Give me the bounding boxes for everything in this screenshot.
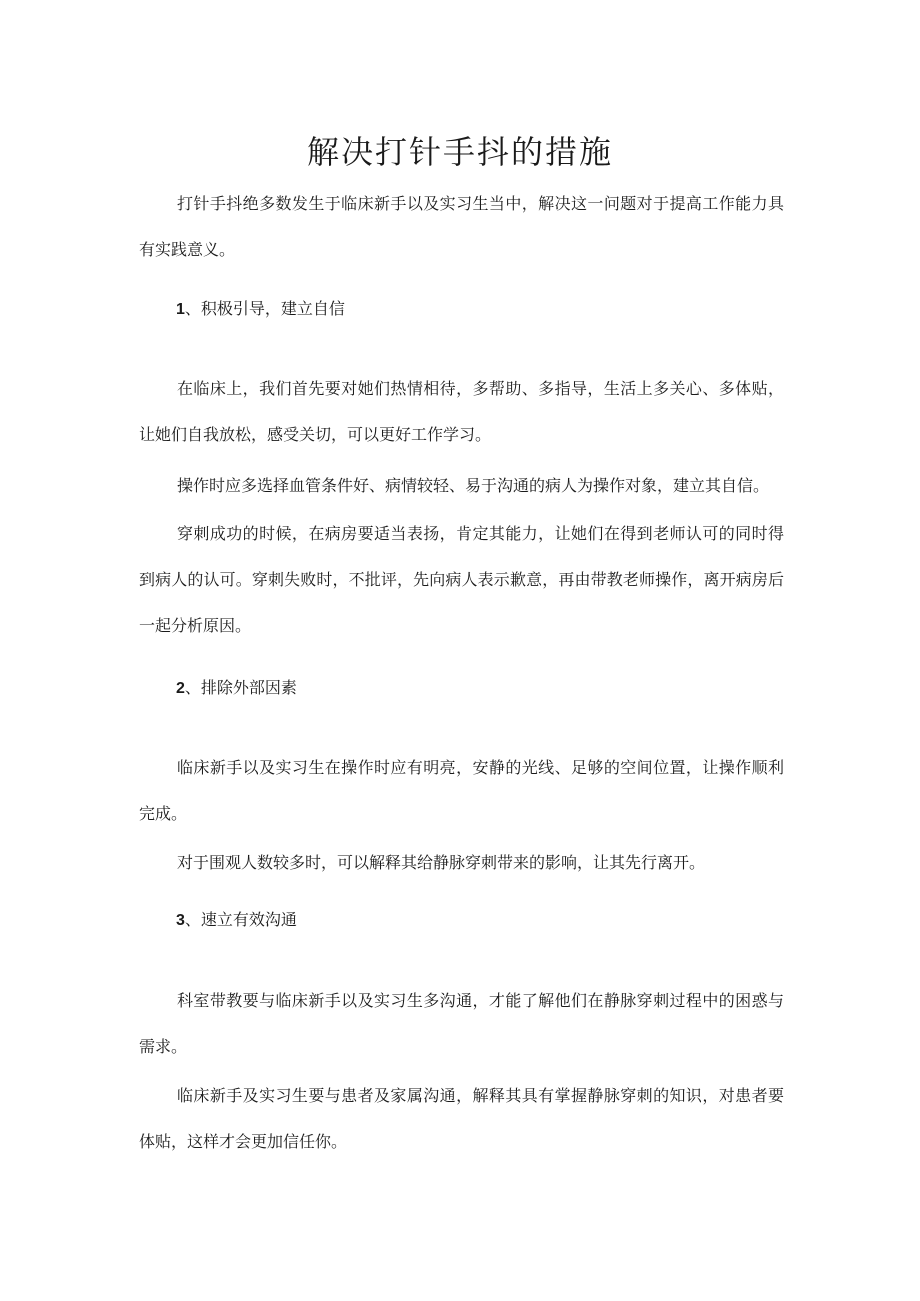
section-heading-text-1: 、积极引导，建立自信 xyxy=(184,299,345,318)
section-heading-1 xyxy=(176,294,345,325)
section-number-2: 2 xyxy=(176,680,185,697)
paragraph: 穿刺成功的时候，在病房要适当表扬，肯定其能力，让她们在得到老师认可的同时得到病人的认可。穿刺失败时，不批评，先向病人表示歉意，再由带教老师操作，离开病房后一起分析原因。 xyxy=(139,524,784,635)
section-heading-2 xyxy=(176,673,297,704)
paragraph: 科室带教要与临床新手以及实习生多沟通，才能了解他们在静脉穿刺过程中的困惑与需求。 xyxy=(139,991,784,1056)
section-heading-text-3: 、速立有效沟通 xyxy=(184,910,297,929)
section-heading-text-2: 、排除外部因素 xyxy=(184,678,297,697)
paragraph: 临床新手及实习生要与患者及家属沟通，解释其具有掌握静脉穿刺的知识，对患者要体贴，这样才会更加信任你。 xyxy=(139,1086,784,1151)
section-number-1: 1 xyxy=(176,301,185,318)
paragraph: 操作时应多选择血管条件好、病情较轻、易于沟通的病人为操作对象，建立其自信。 xyxy=(177,476,770,495)
paragraph: 对于围观人数较多时，可以解释其给静脉穿刺带来的影响，让其先行离开。 xyxy=(177,853,706,872)
document-title: 解决打针手抖的措施 xyxy=(306,133,613,171)
paragraph: 在临床上，我们首先要对她们热情相待，多帮助、多指导，生活上多关心、多体贴，让她们自我放松，感受关切，可以更好工作学习。 xyxy=(139,379,784,444)
section-heading-3 xyxy=(176,905,297,936)
paragraph: 临床新手以及实习生在操作时应有明亮，安静的光线、足够的空间位置，让操作顺利完成。 xyxy=(139,758,784,823)
intro-paragraph: 打针手抖绝多数发生于临床新手以及实习生当中，解决这一问题对于提高工作能力具有实践意义。 xyxy=(139,194,784,259)
section-number-3: 3 xyxy=(176,912,185,929)
